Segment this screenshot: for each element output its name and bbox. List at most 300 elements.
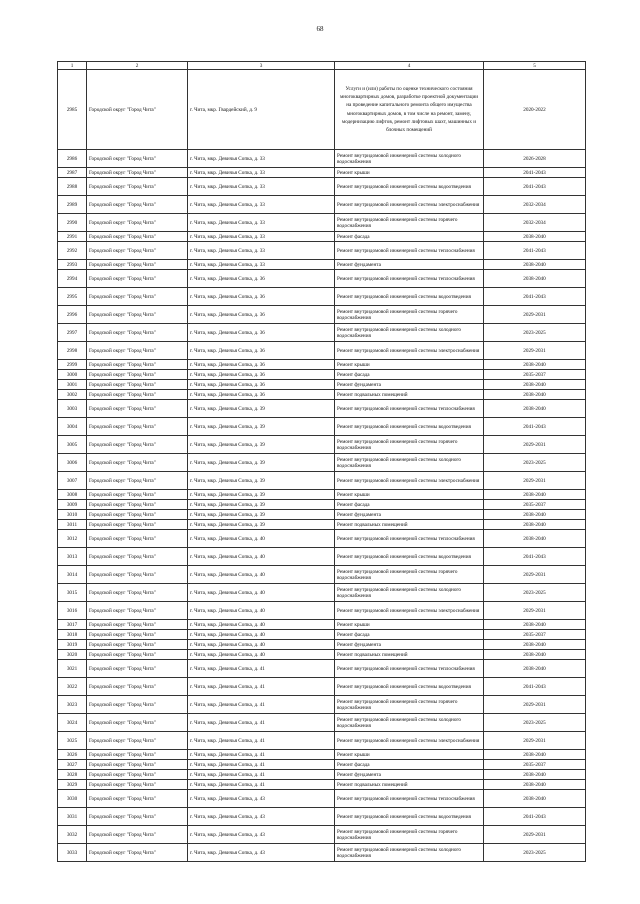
cell-period: 2035-2037 [484,500,586,510]
cell-period: 2038-2040 [484,640,586,650]
cell-work-type: Ремонт внутридомовой инженерной системы электроснабжения [335,196,484,214]
cell-address: г. Чита, мкр. Девичья Сопка, д. 33 [188,178,335,196]
cell-address: г. Чита, мкр. Девичья Сопка, д. 40 [188,640,335,650]
cell-period: 2029-2031 [484,732,586,750]
table-row [58,360,586,370]
cell-number: 3029 [58,780,87,790]
cell-number: 3006 [58,454,87,472]
cell-number: 3025 [58,732,87,750]
cell-municipality: Городской округ "Город Чита" [87,696,188,714]
cell-number: 2994 [58,270,87,288]
cell-number: 3007 [58,472,87,490]
table-row [58,390,586,400]
cell-number: 3019 [58,640,87,650]
cell-address: г. Чита, мкр. Девичья Сопка, д. 39 [188,472,335,490]
cell-number: 3005 [58,436,87,454]
cell-number: 2993 [58,260,87,270]
cell-municipality: Городской округ "Город Чита" [87,324,188,342]
cell-period: 2023-2025 [484,844,586,862]
cell-work-type: Ремонт внутридомовой инженерной системы электроснабжения [335,342,484,360]
cell-work-type: Ремонт подвальных помещений [335,390,484,400]
cell-number: 3022 [58,678,87,696]
cell-period: 2035-2037 [484,370,586,380]
column-header-work: 4 [335,62,484,70]
cell-number: 3014 [58,566,87,584]
table-row [58,150,586,168]
cell-address: г. Чита, мкр. Девичья Сопка, д. 41 [188,780,335,790]
cell-municipality: Городской округ "Город Чита" [87,390,188,400]
cell-municipality: Городской округ "Город Чита" [87,650,188,660]
cell-work-type: Ремонт внутридомовой инженерной системы холодного водоснабжения [335,150,484,168]
cell-address: г. Чита, мкр. Девичья Сопка, д. 36 [188,370,335,380]
table-row [58,342,586,360]
cell-work-type: Ремонт внутридомовой инженерной системы горячего водоснабжения [335,436,484,454]
cell-address: г. Чита, мкр. Девичья Сопка, д. 36 [188,390,335,400]
cell-period: 2041-2043 [484,418,586,436]
cell-address: г. Чита, мкр. Девичья Сопка, д. 41 [188,696,335,714]
cell-number: 3003 [58,400,87,418]
cell-municipality: Городской округ "Город Чита" [87,750,188,760]
table-row [58,678,586,696]
cell-work-type: Ремонт фасада [335,500,484,510]
cell-period: 2038-2040 [484,270,586,288]
cell-work-type: Ремонт внутридомовой инженерной системы горячего водоснабжения [335,306,484,324]
cell-number: 3028 [58,770,87,780]
table-row [58,790,586,808]
cell-address: г. Чита, мкр. Девичья Сопка, д. 33 [188,260,335,270]
table-row [58,808,586,826]
cell-work-type: Ремонт подвальных помещений [335,780,484,790]
cell-work-type: Ремонт внутридомовой инженерной системы водоотведения [335,288,484,306]
cell-period: 2029-2031 [484,826,586,844]
cell-number: 2986 [58,150,87,168]
cell-period: 2038-2040 [484,260,586,270]
cell-work-type: Ремонт внутридомовой инженерной системы теплоснабжения [335,242,484,260]
table-row [58,242,586,260]
cell-period: 2038-2040 [484,660,586,678]
cell-work-type: Ремонт внутридомовой инженерной системы теплоснабжения [335,270,484,288]
cell-municipality: Городской округ "Город Чита" [87,640,188,650]
table-row [58,214,586,232]
cell-period: 2029-2031 [484,436,586,454]
cell-work-type: Ремонт внутридомовой инженерной системы холодного водоснабжения [335,844,484,862]
cell-municipality: Городской округ "Город Чита" [87,342,188,360]
cell-number: 3016 [58,602,87,620]
cell-period: 2038-2040 [484,380,586,390]
cell-number: 3012 [58,530,87,548]
cell-work-type: Ремонт крыши [335,620,484,630]
table-row [58,472,586,490]
cell-work-type: Ремонт фасада [335,760,484,770]
cell-address: г. Чита, мкр. Девичья Сопка, д. 36 [188,270,335,288]
cell-work-type: Ремонт внутридомовой инженерной системы водоотведения [335,678,484,696]
cell-work-type: Ремонт фасада [335,232,484,242]
cell-period: 2023-2025 [484,324,586,342]
cell-address: г. Чита, мкр. Девичья Сопка, д. 39 [188,520,335,530]
cell-municipality: Городской округ "Город Чита" [87,270,188,288]
cell-address: г. Чита, мкр. Девичья Сопка, д. 43 [188,826,335,844]
cell-municipality: Городской округ "Город Чита" [87,530,188,548]
cell-municipality: Городской округ "Город Чита" [87,584,188,602]
cell-number: 3030 [58,790,87,808]
cell-period: 2029-2031 [484,306,586,324]
cell-period: 2038-2040 [484,750,586,760]
cell-municipality: Городской округ "Город Чита" [87,400,188,418]
cell-period: 2035-2037 [484,760,586,770]
cell-number: 3023 [58,696,87,714]
cell-municipality: Городской округ "Город Чита" [87,790,188,808]
cell-period: 2029-2031 [484,696,586,714]
table-row [58,400,586,418]
table-row [58,584,586,602]
table-row [58,260,586,270]
table-row [58,566,586,584]
cell-period: 2038-2040 [484,780,586,790]
cell-municipality: Городской округ "Город Чита" [87,436,188,454]
cell-period: 2041-2043 [484,678,586,696]
table-row [58,500,586,510]
table-row [58,714,586,732]
cell-municipality: Городской округ "Город Чита" [87,196,188,214]
cell-address: г. Чита, мкр. Девичья Сопка, д. 39 [188,436,335,454]
cell-work-type: Ремонт внутридомовой инженерной системы теплоснабжения [335,400,484,418]
table-row [58,380,586,390]
cell-address: г. Чита, мкр. Девичья Сопка, д. 41 [188,660,335,678]
cell-work-type: Ремонт внутридомовой инженерной системы водоотведения [335,418,484,436]
table-row [58,520,586,530]
cell-address: г. Чита, мкр. Девичья Сопка, д. 41 [188,750,335,760]
cell-number: 3002 [58,390,87,400]
cell-work-type: Ремонт внутридомовой инженерной системы электроснабжения [335,472,484,490]
cell-work-type: Ремонт внутридомовой инженерной системы теплоснабжения [335,790,484,808]
cell-address: г. Чита, мкр. Девичья Сопка, д. 39 [188,400,335,418]
table-row [58,306,586,324]
cell-number: 3011 [58,520,87,530]
column-header-number: 1 [58,62,87,70]
cell-address: г. Чита, мкр. Девичья Сопка, д. 41 [188,714,335,732]
cell-address: г. Чита, мкр. Девичья Сопка, д. 39 [188,500,335,510]
cell-address: г. Чита, мкр. Девичья Сопка, д. 41 [188,760,335,770]
cell-address: г. Чита, мкр. Девичья Сопка, д. 41 [188,678,335,696]
cell-municipality: Городской округ "Город Чита" [87,472,188,490]
table-row [58,168,586,178]
cell-address: г. Чита, мкр. Девичья Сопка, д. 39 [188,510,335,520]
cell-period: 2020-2022 [484,70,586,150]
cell-period: 2038-2040 [484,490,586,500]
cell-period: 2041-2043 [484,548,586,566]
cell-work-type: Ремонт крыши [335,168,484,178]
cell-municipality: Городской округ "Город Чита" [87,678,188,696]
cell-period: 2026-2028 [484,150,586,168]
table-row [58,844,586,862]
table-row [58,602,586,620]
cell-period: 2035-2037 [484,630,586,640]
cell-municipality: Городской округ "Город Чита" [87,232,188,242]
cell-number: 3033 [58,844,87,862]
table-row [58,640,586,650]
cell-address: г. Чита, мкр. Девичья Сопка, д. 36 [188,306,335,324]
cell-address: г. Чита, мкр. Девичья Сопка, д. 36 [188,342,335,360]
cell-municipality: Городской округ "Город Чита" [87,566,188,584]
cell-address: г. Чита, мкр. Девичья Сопка, д. 33 [188,242,335,260]
cell-number: 2995 [58,288,87,306]
cell-municipality: Городской округ "Город Чита" [87,306,188,324]
cell-period: 2029-2031 [484,566,586,584]
cell-period: 2041-2043 [484,288,586,306]
cell-work-type: Ремонт фундамента [335,260,484,270]
cell-work-type: Ремонт фундамента [335,770,484,780]
cell-period: 2038-2040 [484,770,586,780]
cell-address: г. Чита, мкр. Девичья Сопка, д. 39 [188,418,335,436]
cell-number: 3020 [58,650,87,660]
cell-period: 2023-2025 [484,714,586,732]
table-row [58,70,586,150]
cell-address: г. Чита, мкр. Девичья Сопка, д. 36 [188,380,335,390]
cell-address: г. Чита, мкр. Девичья Сопка, д. 40 [188,602,335,620]
cell-period: 2032-2034 [484,214,586,232]
cell-work-type: Ремонт подвальных помещений [335,520,484,530]
cell-work-type: Ремонт внутридомовой инженерной системы водоотведения [335,178,484,196]
table-row [58,370,586,380]
cell-address: г. Чита, мкр. Девичья Сопка, д. 43 [188,808,335,826]
cell-municipality: Городской округ "Город Чита" [87,660,188,678]
cell-number: 3013 [58,548,87,566]
cell-period: 2041-2043 [484,178,586,196]
cell-period: 2038-2040 [484,510,586,520]
cell-period: 2038-2040 [484,620,586,630]
cell-municipality: Городской округ "Город Чита" [87,760,188,770]
cell-municipality: Городской округ "Город Чита" [87,168,188,178]
cell-municipality: Городской округ "Город Чита" [87,490,188,500]
cell-work-type: Услуги и (или) работы по оценке технического состояния многоквартирных домов, разработке проектной документации на проведение капитального ремонта общего имущества многоквартирных домов, в том числе на ремонт, замену, модернизацию лифтов, ремонт лифтовых шахт, машинных и блочных помещений [335,70,484,150]
cell-address: г. Чита, мкр. Девичья Сопка, д. 33 [188,196,335,214]
cell-work-type: Ремонт подвальных помещений [335,650,484,660]
cell-period: 2038-2040 [484,400,586,418]
table-row [58,660,586,678]
cell-work-type: Ремонт внутридомовой инженерной системы теплоснабжения [335,530,484,548]
cell-period: 2038-2040 [484,520,586,530]
cell-municipality: Городской округ "Город Чита" [87,844,188,862]
cell-period: 2041-2043 [484,808,586,826]
cell-address: г. Чита, мкр. Девичья Сопка, д. 40 [188,530,335,548]
cell-work-type: Ремонт внутридомовой инженерной системы холодного водоснабжения [335,324,484,342]
cell-municipality: Городской округ "Город Чита" [87,380,188,390]
cell-number: 2992 [58,242,87,260]
cell-municipality: Городской округ "Город Чита" [87,454,188,472]
cell-period: 2041-2043 [484,168,586,178]
cell-address: г. Чита, мкр. Девичья Сопка, д. 40 [188,650,335,660]
table-row [58,510,586,520]
cell-number: 3031 [58,808,87,826]
cell-number: 2987 [58,168,87,178]
cell-address: г. Чита, мкр. Девичья Сопка, д. 40 [188,566,335,584]
cell-municipality: Городской округ "Город Чита" [87,214,188,232]
cell-work-type: Ремонт внутридомовой инженерной системы горячего водоснабжения [335,826,484,844]
cell-work-type: Ремонт фундамента [335,510,484,520]
cell-work-type: Ремонт крыши [335,490,484,500]
table-row [58,770,586,780]
table-row [58,780,586,790]
cell-number: 3001 [58,380,87,390]
cell-work-type: Ремонт внутридомовой инженерной системы холодного водоснабжения [335,454,484,472]
cell-municipality: Городской округ "Город Чита" [87,520,188,530]
table-body [58,70,586,862]
cell-municipality: Городской округ "Город Чита" [87,288,188,306]
cell-number: 3000 [58,370,87,380]
cell-period: 2041-2043 [484,242,586,260]
table-row [58,288,586,306]
cell-municipality: Городской округ "Город Чита" [87,260,188,270]
table-row [58,232,586,242]
cell-number: 2997 [58,324,87,342]
cell-work-type: Ремонт внутридомовой инженерной системы горячего водоснабжения [335,214,484,232]
cell-work-type: Ремонт внутридомовой инженерной системы водоотведения [335,808,484,826]
cell-work-type: Ремонт фасада [335,370,484,380]
page-number: 68 [316,25,324,33]
cell-period: 2029-2031 [484,602,586,620]
cell-number: 3024 [58,714,87,732]
table-row [58,454,586,472]
cell-period: 2038-2040 [484,360,586,370]
cell-period: 2023-2025 [484,584,586,602]
cell-number: 3027 [58,760,87,770]
cell-work-type: Ремонт внутридомовой инженерной системы горячего водоснабжения [335,566,484,584]
cell-address: г. Чита, мкр. Девичья Сопка, д. 41 [188,770,335,780]
cell-number: 3026 [58,750,87,760]
cell-number: 2999 [58,360,87,370]
cell-address: г. Чита, мкр. Девичья Сопка, д. 36 [188,324,335,342]
cell-municipality: Городской округ "Город Чита" [87,630,188,640]
table-row [58,270,586,288]
cell-period: 2029-2031 [484,472,586,490]
table-row [58,650,586,660]
table-row [58,196,586,214]
cell-number: 3021 [58,660,87,678]
cell-address: г. Чита, мкр. Девичья Сопка, д. 41 [188,732,335,750]
table-row [58,826,586,844]
column-header-period: 5 [484,62,586,70]
cell-municipality: Городской округ "Город Чита" [87,360,188,370]
table-row [58,760,586,770]
cell-work-type: Ремонт крыши [335,360,484,370]
cell-municipality: Городской округ "Город Чита" [87,548,188,566]
cell-address: г. Чита, мкр. Девичья Сопка, д. 33 [188,214,335,232]
cell-number: 2989 [58,196,87,214]
cell-number: 2990 [58,214,87,232]
cell-period: 2038-2040 [484,530,586,548]
cell-period: 2023-2025 [484,454,586,472]
cell-work-type: Ремонт внутридомовой инженерной системы электроснабжения [335,732,484,750]
cell-municipality: Городской округ "Город Чита" [87,70,188,150]
cell-address: г. Чита, мкр. Девичья Сопка, д. 36 [188,360,335,370]
cell-work-type: Ремонт внутридомовой инженерной системы холодного водоснабжения [335,584,484,602]
cell-number: 2996 [58,306,87,324]
cell-address: г. Чита, мкр. Девичья Сопка, д. 43 [188,844,335,862]
cell-municipality: Городской округ "Город Чита" [87,714,188,732]
table-row [58,418,586,436]
cell-period: 2032-2034 [484,196,586,214]
table-row [58,436,586,454]
cell-work-type: Ремонт внутридомовой инженерной системы горячего водоснабжения [335,696,484,714]
cell-address: г. Чита, мкр. Девичья Сопка, д. 33 [188,150,335,168]
cell-number: 3032 [58,826,87,844]
column-header-address: 3 [188,62,335,70]
cell-municipality: Городской округ "Город Чита" [87,620,188,630]
cell-municipality: Городской округ "Город Чита" [87,370,188,380]
table-row [58,696,586,714]
cell-number: 3017 [58,620,87,630]
table-row [58,548,586,566]
cell-address: г. Чита, мкр. Девичья Сопка, д. 36 [188,288,335,306]
cell-work-type: Ремонт внутридомовой инженерной системы теплоснабжения [335,660,484,678]
cell-municipality: Городской округ "Город Чита" [87,780,188,790]
cell-number: 2988 [58,178,87,196]
cell-work-type: Ремонт внутридомовой инженерной системы холодного водоснабжения [335,714,484,732]
table-row [58,324,586,342]
cell-work-type: Ремонт фундамента [335,640,484,650]
table-row [58,178,586,196]
cell-number: 3004 [58,418,87,436]
cell-number: 2985 [58,70,87,150]
cell-municipality: Городской округ "Город Чита" [87,510,188,520]
cell-number: 3009 [58,500,87,510]
cell-number: 3018 [58,630,87,640]
cell-address: г. Чита, мкр. Девичья Сопка, д. 40 [188,630,335,640]
cell-address: г. Чита, мкр. Девичья Сопка, д. 40 [188,584,335,602]
table-row [58,620,586,630]
cell-municipality: Городской округ "Город Чита" [87,602,188,620]
cell-work-type: Ремонт фундамента [335,380,484,390]
cell-number: 2998 [58,342,87,360]
cell-address: г. Чита, мкр. Девичья Сопка, д. 33 [188,232,335,242]
cell-address: г. Чита, мкр. Девичья Сопка, д. 40 [188,620,335,630]
cell-work-type: Ремонт внутридомовой инженерной системы электроснабжения [335,602,484,620]
cell-work-type: Ремонт крыши [335,750,484,760]
cell-municipality: Городской округ "Город Чита" [87,826,188,844]
cell-work-type: Ремонт внутридомовой инженерной системы водоотведения [335,548,484,566]
cell-period: 2038-2040 [484,232,586,242]
table-row [58,732,586,750]
cell-number: 3015 [58,584,87,602]
table-row [58,530,586,548]
cell-number: 3008 [58,490,87,500]
table-row [58,490,586,500]
cell-work-type: Ремонт фасада [335,630,484,640]
cell-municipality: Городской округ "Город Чита" [87,500,188,510]
cell-period: 2038-2040 [484,790,586,808]
cell-period: 2038-2040 [484,650,586,660]
cell-address: г. Чита, мкр. Девичья Сопка, д. 43 [188,790,335,808]
table-row [58,630,586,640]
cell-period: 2029-2031 [484,342,586,360]
cell-municipality: Городской округ "Город Чита" [87,770,188,780]
cell-municipality: Городской округ "Город Чита" [87,178,188,196]
table-row [58,750,586,760]
cell-municipality: Городской округ "Город Чита" [87,242,188,260]
cell-number: 3010 [58,510,87,520]
cell-municipality: Городской округ "Город Чита" [87,150,188,168]
table-header-row [58,62,586,70]
cell-address: г. Чита, мкр. Девичья Сопка, д. 39 [188,454,335,472]
cell-address: г. Чита, мкр. Девичья Сопка, д. 40 [188,548,335,566]
cell-address: г. Чита, мкр. Девичья Сопка, д. 39 [188,490,335,500]
cell-number: 2991 [58,232,87,242]
cell-address: г. Чита, мкр. Гвардейский, д. 9 [188,70,335,150]
cell-address: г. Чита, мкр. Девичья Сопка, д. 33 [188,168,335,178]
cell-period: 2038-2040 [484,390,586,400]
repair-schedule-table [57,61,586,862]
cell-municipality: Городской округ "Город Чита" [87,808,188,826]
